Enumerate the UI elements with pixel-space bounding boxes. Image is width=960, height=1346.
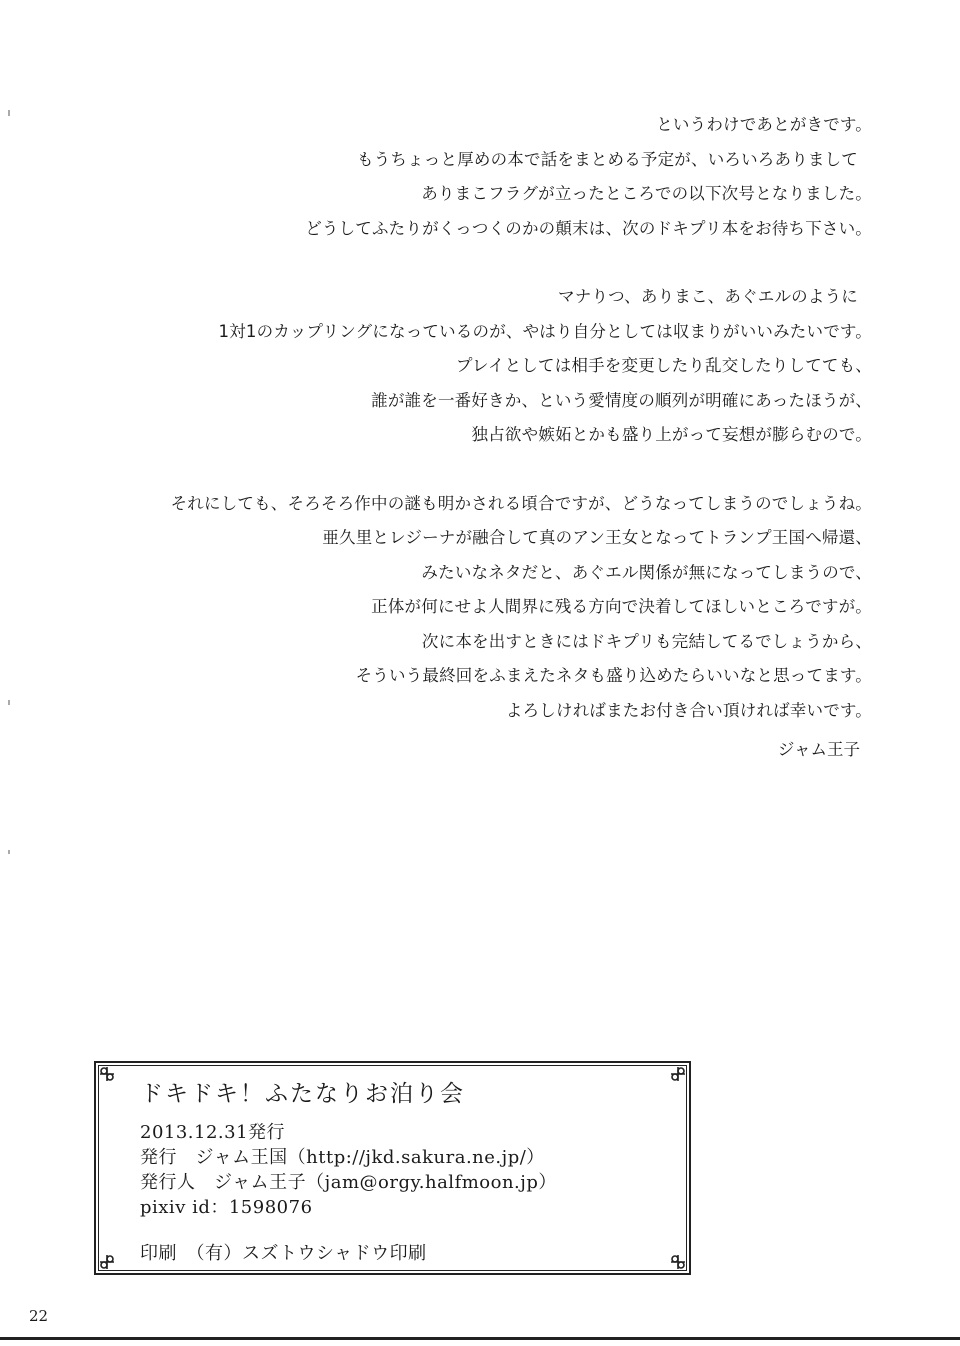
afterword-line: 次に本を出すときにはドキプリも完結してるでしょうから、 xyxy=(421,631,872,651)
afterword-line: プレイとしては相手を変更したり乱交したりしてても、 xyxy=(455,356,872,375)
ornament-icon xyxy=(98,1065,116,1083)
afterword-paragraph-2 xyxy=(112,280,872,453)
colophon-box xyxy=(94,1061,691,1275)
afterword-line: 亜久里とレジーナが融合して真のアン王女となってトランプ王国へ帰還、 xyxy=(322,528,872,547)
afterword-line: もうちょっと厚めの本で話をまとめる予定が、いろいろありまして xyxy=(357,149,858,169)
publish-date: 2013.12.31発行 xyxy=(140,1122,286,1143)
scan-speck xyxy=(8,850,10,854)
afterword-line: マナりつ、ありまこ、あぐエルのように xyxy=(558,287,858,306)
ornament-icon xyxy=(98,1253,116,1271)
book-title: ドキドキ！ふたなりお泊り会 xyxy=(140,1081,465,1107)
afterword-line: みたいなネタだと、あぐエル関係が無になってしまうので、 xyxy=(421,562,872,582)
afterword-line: よろしければまたお付き合い頂ければ幸いです。 xyxy=(505,700,872,720)
scan-speck xyxy=(8,110,10,116)
afterword-line: というわけであとがきです。 xyxy=(656,115,872,134)
afterword-line: ありまこフラグが立ったところでの以下次号となりました。 xyxy=(421,184,872,203)
page-number: 22 xyxy=(29,1307,49,1325)
printer-line: 印刷 （有）スズトウシャドウ印刷 xyxy=(140,1243,427,1264)
bottom-rule xyxy=(0,1337,960,1340)
scan-speck xyxy=(8,700,10,705)
ornament-icon xyxy=(669,1065,687,1083)
author-line: 発行人 ジャム王子（jam@orgy.halfmoon.jp） xyxy=(140,1172,557,1193)
afterword-paragraph-3 xyxy=(112,487,872,729)
author-signature: ジャム王子 xyxy=(777,740,860,759)
pixiv-id: pixiv id：1598076 xyxy=(140,1197,313,1218)
afterword-line: どうしてふたりがくっつくのかの顛末は、次のドキプリ本をお待ち下さい。 xyxy=(305,218,872,238)
afterword-line: 正体が何にせよ人間界に残る方向で決着してほしいところですが。 xyxy=(371,597,872,616)
ornament-icon xyxy=(669,1253,687,1271)
afterword-line: 誰が誰を一番好きか、という愛情度の順列が明確にあったほうが、 xyxy=(371,390,872,410)
publisher-line: 発行 ジャム王国（http://jkd.sakura.ne.jp/） xyxy=(140,1147,545,1168)
afterword-line: 1対1のカップリングになっているのが、やはり自分としては収まりがいいみたいです。 xyxy=(218,321,872,341)
colophon-body xyxy=(140,1075,557,1265)
afterword xyxy=(112,108,872,728)
afterword-line: それにしても、そろそろ作中の謎も明かされる頃合ですが、どうなってしまうのでしょうね。 xyxy=(170,493,872,513)
afterword-paragraph-1 xyxy=(112,108,872,246)
afterword-line: そういう最終回をふまえたネタも盛り込めたらいいなと思ってます。 xyxy=(355,666,872,685)
afterword-line: 独占欲や嫉妬とかも盛り上がって妄想が膨らむので。 xyxy=(471,425,872,444)
